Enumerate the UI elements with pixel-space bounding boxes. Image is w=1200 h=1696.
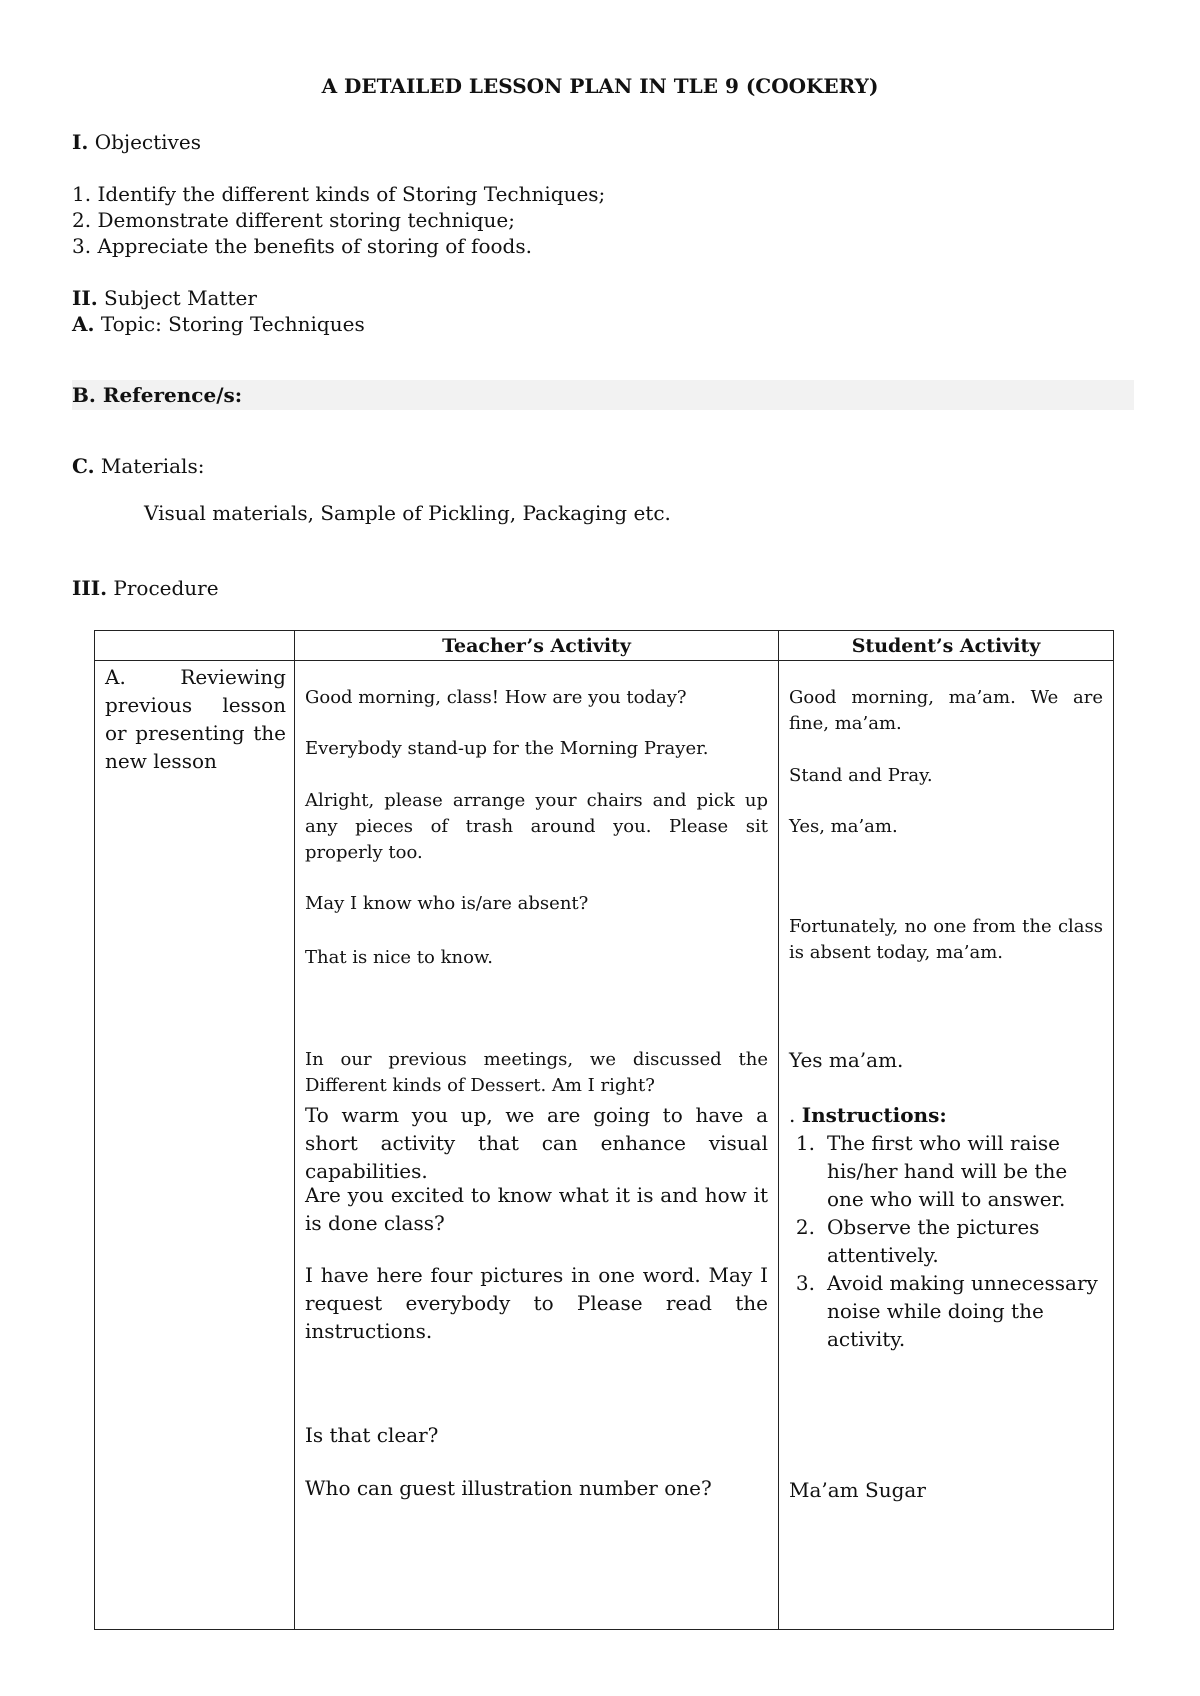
instructions-prefix: . [789,1103,802,1127]
student-line: Good morning, ma’am. We are fine, ma’am. [789,687,1103,734]
subject-matter-heading-text: Subject Matter [104,286,257,310]
student-line: Ma’am Sugar [789,1478,926,1502]
teacher-line: May I know who is/are absent? [305,893,589,914]
topic-line [72,310,365,338]
subject-matter-label: II. [72,286,98,310]
instructions-block [789,1101,1103,1353]
list-item-text: Avoid making unnecessary noise while doing the activity. [827,1271,1098,1351]
table-row [95,661,1114,1630]
list-item [789,1213,1103,1269]
list-item-number: 1. [795,1131,815,1155]
list-item-number: 2. [795,1215,815,1239]
teacher-line: Good morning, class! How are you today? [305,687,687,708]
student-activity-cell [779,661,1114,1630]
table-header-blank [95,631,295,661]
student-activity-header: Student’s Activity [779,631,1114,661]
list-item [789,1129,1103,1213]
document-title: A DETAILED LESSON PLAN IN TLE 9 (COOKERY) [321,74,879,98]
list-item-text: The first who will raise his/her hand will be the one who will to answer. [827,1131,1068,1211]
procedure-table [94,630,1114,1630]
student-line: Fortunately, no one from the class is absent today, ma’am. [789,916,1103,963]
materials-text: Visual materials, Sample of Pickling, Packaging etc. [144,501,671,525]
teacher-line: To warm you up, we are going to have a short activity that can enhance visual capabilities. [305,1103,768,1183]
objective-item: 1. Identify the different kinds of Storing Techniques; [72,182,606,206]
list-item-number: 3. [795,1271,815,1295]
teacher-line: Everybody stand-up for the Morning Prayer. [305,738,709,759]
materials-heading: Materials: [100,454,205,478]
teacher-activity-cell [295,661,779,1630]
instructions-list [789,1129,1103,1353]
student-line: Stand and Pray. [789,765,933,786]
objectives-label: I. [72,130,89,154]
procedure-heading [72,574,219,602]
procedure-label: III. [72,576,108,600]
reference-label: B. Reference/s: [72,383,243,407]
table-header-row [95,631,1114,661]
teacher-line: Alright, please arrange your chairs and pick up any pieces of trash around you. Please sit properly too. [305,790,768,863]
list-item [789,1269,1103,1353]
reference-line [72,381,242,409]
procedure-heading-text: Procedure [113,576,219,600]
row-label-cell [95,661,295,1630]
teacher-activity-header: Teacher’s Activity [295,631,779,661]
teacher-line: Is that clear? [305,1423,439,1447]
subject-matter-heading [72,284,257,312]
instructions-heading: Instructions: [801,1103,947,1127]
teacher-line: I have here four pictures in one word. May I request everybody to Please read the instructions. [305,1263,768,1343]
objectives-heading-text: Objectives [94,130,201,154]
objectives-heading [72,128,201,156]
topic-text: Topic: Storing Techniques [100,312,365,336]
teacher-line: In our previous meetings, we discussed the Different kinds of Dessert. Am I right? [305,1049,768,1096]
row-label: A. Reviewing previous lesson or presenting the new lesson [105,665,286,773]
student-line: Yes, ma’am. [789,816,898,837]
topic-label: A. [72,312,95,336]
materials-line [72,452,204,480]
student-line: Yes ma’am. [789,1048,904,1072]
teacher-line: That is nice to know. [305,947,493,968]
list-item-text: Observe the pictures attentively. [827,1215,1040,1267]
teacher-line: Are you excited to know what it is and how it is done class? [305,1183,768,1235]
objective-item: 2. Demonstrate different storing technique; [72,208,515,232]
objective-item: 3. Appreciate the benefits of storing of foods. [72,234,532,258]
materials-label: C. [72,454,95,478]
teacher-line: Who can guest illustration number one? [305,1476,712,1500]
